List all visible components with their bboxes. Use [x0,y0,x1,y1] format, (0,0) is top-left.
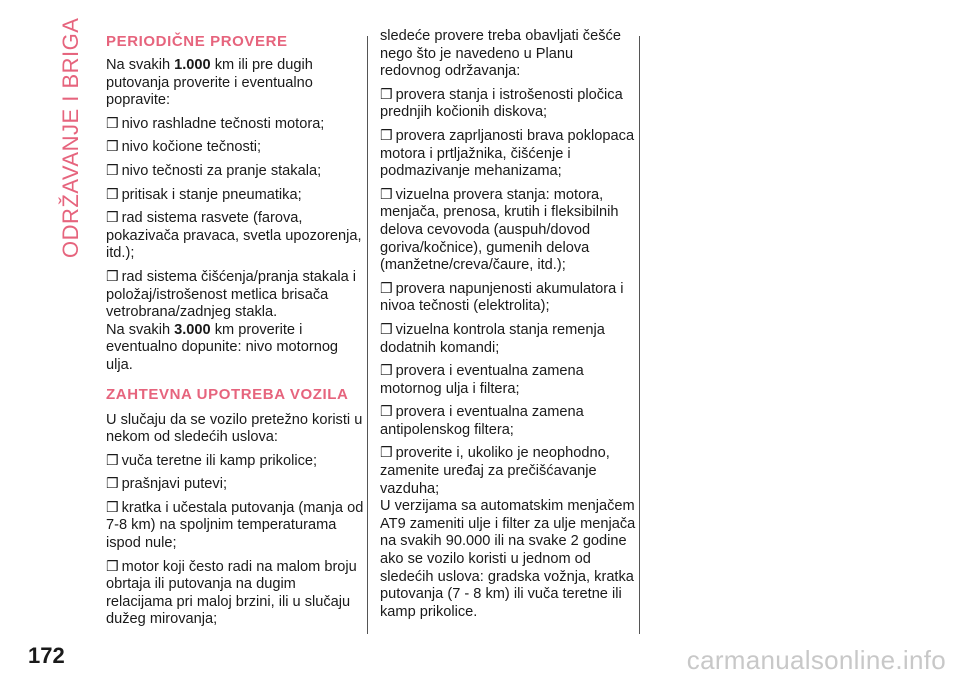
checkbox-bullet-icon: ❒ [380,444,393,461]
column-divider [639,36,640,634]
list-item [380,186,638,275]
checkbox-bullet-icon: ❒ [106,138,119,155]
outro-text-b: km proverite i eventualno dopunite: nivo motornog ulja. [106,321,339,373]
list-item-text: prašnjavi putevi; [121,476,228,493]
list-item-text: provera napunjenosti akumulatora i nivoa tečnosti (elektrolita); [380,280,624,315]
list-item-text: nivo rashladne tečnosti motora; [121,115,325,132]
list-item [106,186,364,205]
list-item-text: vizuelna provera stanja: motora, menjača, prenosa, krutih i fleksibilnih delova cevovoda (auspuh/dovod goriva/kočnice), gumenih delova (manžetne/creva/čaure, itd.); [380,186,619,274]
list-item-text: motor koji često radi na malom broju obrtaja ili putovanja na dugim relacijama pri maloj brzini, ili u slučaju dužeg mirovanja; [106,558,357,628]
checkbox-bullet-icon: ❒ [106,557,119,574]
checkbox-bullet-icon: ❒ [106,185,119,202]
outro-km-value: 3.000 [174,321,211,338]
list-item [106,209,364,263]
list-item-text: rad sistema rasvete (farova, pokazivača pravaca, svetla upozorenja, itd.); [106,210,362,262]
intro-text-b: km ili pre dugih putovanja proverite i eventualno popravite: [106,57,313,109]
list-item [380,321,638,357]
intro-km-value: 1.000 [174,57,211,73]
closing-paragraph: U verzijama sa automatskim menjačem AT9 zameniti ulje i filter za ulje menjača na svakih 90.000 ili na svake 2 godine ako se vozilo koristi u jednom od sledećih uslova: gradska vožnja, kratka putovanja (7 - 8 km) ili vuča teretne ili kamp prikolice. [380,498,636,620]
list-item [106,499,364,553]
list-item [106,475,364,494]
list-item-text: pritisak i stanje pneumatika; [121,186,302,203]
checkbox-bullet-icon: ❒ [106,475,119,492]
list-item-text: proverite i, ukoliko je neophodno, zamenite uređaj za prečišćavanje vazduha; [380,445,610,497]
checkbox-bullet-icon: ❒ [106,209,119,226]
list-item-text: provera zaprljanosti brava poklopaca motora i prtljažnika, čišćenje i podmazivanje mehanizama; [380,127,635,180]
list-item [380,86,638,122]
checkbox-bullet-icon: ❒ [106,161,119,178]
list-item-text: vizuelna kontrola stanja remenja dodatnih komandi; [380,321,605,356]
side-section-title: ODRŽAVANJE I BRIGA [58,17,83,258]
list-item [106,558,364,629]
list-item-text: provera stanja i istrošenosti pločica prednjih kočionih diskova; [380,86,623,121]
checkbox-bullet-icon: ❒ [380,403,393,420]
section-outro [106,322,364,375]
list-item [106,138,364,157]
list-item [380,362,638,398]
continuation-text: sledeće provere treba obavljati češće nego što je navedeno u Planu redovnog održavanja: [380,28,621,80]
checkbox-bullet-icon: ❒ [380,126,393,143]
checkbox-bullet-icon: ❒ [106,114,119,131]
left-column [106,28,364,629]
checkbox-bullet-icon: ❒ [106,451,119,468]
list-item [380,127,638,181]
list-item-text: provera i eventualna zamena antipolenskog filtera; [380,404,584,438]
intro-text-a: Na svakih [106,57,175,73]
section-intro [106,57,364,110]
list-item [106,268,364,322]
list-item [106,162,364,181]
list-item [380,444,638,498]
list-item-text: nivo tečnosti za pranje stakala; [121,162,322,179]
list-item-text: nivo kočione tečnosti; [121,139,262,156]
watermark: carmanualsonline.info [686,645,946,675]
page-number: 172 [28,643,65,668]
list-item [380,403,638,439]
list-item [106,115,364,134]
list-item [106,452,364,471]
section-intro: U slučaju da se vozilo pretežno koristi u nekom od sledećih uslova: [106,411,363,446]
checkbox-bullet-icon: ❒ [380,279,393,296]
list-item-text: kratka i učestala putovanja (manja od 7-8 km) na spoljnim temperaturama ispod nule; [106,499,364,552]
checkbox-bullet-icon: ❒ [106,267,119,284]
section-title-demanding-use: ZAHTEVNA UPOTREBA VOZILA [106,385,349,403]
checkbox-bullet-icon: ❒ [380,85,393,102]
section-title-periodic-checks: PERIODIČNE PROVERE [106,33,288,50]
outro-text-a: Na svakih [106,321,175,338]
list-item-text: rad sistema čišćenja/pranja stakala i položaj/istrošenost metlica brisača vetrobrana/zadnjeg stakla. [106,268,356,321]
list-item-text: provera i eventualna zamena motornog ulja i filtera; [380,363,584,397]
column-divider [367,36,368,634]
checkbox-bullet-icon: ❒ [106,498,119,515]
checkbox-bullet-icon: ❒ [380,185,393,202]
right-column [380,28,638,621]
checkbox-bullet-icon: ❒ [380,362,393,379]
checkbox-bullet-icon: ❒ [380,320,393,337]
list-item-text: vuča teretne ili kamp prikolice; [121,452,318,469]
list-item [380,280,638,316]
